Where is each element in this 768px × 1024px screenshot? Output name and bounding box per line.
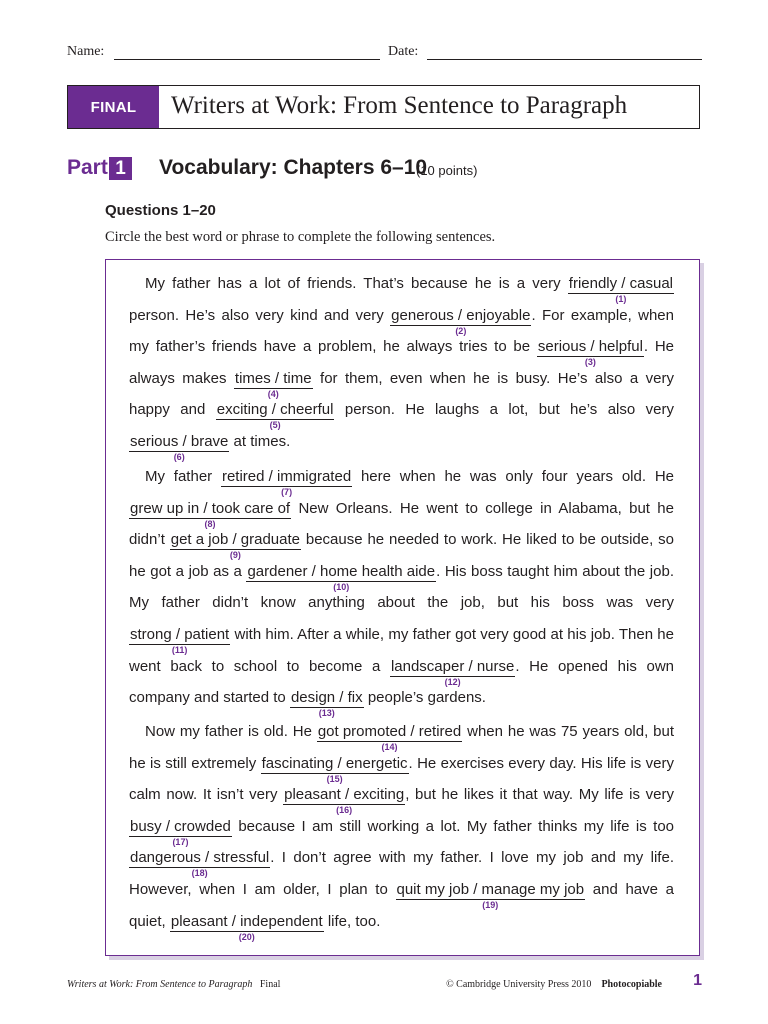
footer-rights bbox=[446, 979, 662, 990]
text: . He opened his own company and started to bbox=[129, 657, 674, 707]
text: because he needed to work. He liked to be outside, so he got a job as a bbox=[129, 531, 674, 580]
choice-20[interactable]: pleasant / independent (20) bbox=[170, 912, 323, 942]
choice-5[interactable]: exciting / cheerful (5) bbox=[216, 401, 334, 431]
question-number: (12) bbox=[444, 676, 461, 687]
choice-7[interactable]: retired / immigrated (7) bbox=[221, 468, 352, 497]
paragraph-3 bbox=[129, 716, 675, 942]
date-field[interactable] bbox=[427, 59, 702, 60]
text: for them, even when he is busy. He’s also a very happy and bbox=[129, 369, 674, 419]
choice-12[interactable]: landscaper / nurse (12) bbox=[390, 657, 515, 687]
paragraph-1 bbox=[129, 268, 674, 462]
choice-16[interactable]: pleasant / exciting (16) bbox=[284, 786, 405, 816]
name-field[interactable] bbox=[114, 59, 380, 60]
footer-photocopiable: Photocopiable bbox=[601, 979, 662, 990]
choice-10[interactable]: gardener / home health aide (10) bbox=[247, 562, 436, 592]
choice-2[interactable]: generous / enjoyable (2) bbox=[391, 306, 531, 336]
text: My father bbox=[145, 468, 221, 485]
footer bbox=[67, 972, 702, 996]
footer-source bbox=[67, 979, 280, 990]
text: person. He laughs a lot, but he’s also very bbox=[334, 401, 674, 419]
points-label: (10 points) bbox=[416, 163, 478, 178]
page-number: 1 bbox=[693, 972, 702, 989]
choice-3[interactable]: serious / helpful (3) bbox=[537, 338, 643, 368]
footer-copyright: © Cambridge University Press 2010 bbox=[446, 979, 592, 990]
question-number: (19) bbox=[482, 899, 499, 910]
footer-book-title: Writers at Work: From Sentence to Paragraph bbox=[67, 979, 253, 990]
part-word: Part bbox=[67, 156, 108, 179]
question-number: (20) bbox=[238, 931, 255, 942]
instructions: Circle the best word or phrase to complete the following sentences. bbox=[105, 229, 496, 245]
question-number: (2) bbox=[455, 325, 467, 336]
choice-9[interactable]: get a job / graduate (9) bbox=[170, 531, 300, 561]
final-tag: FINAL bbox=[68, 86, 159, 128]
question-number: (1) bbox=[615, 294, 627, 304]
question-number: (3) bbox=[584, 357, 596, 368]
text: . His boss taught him about the job. My father didn’t know anything about the job, but his boss was very bbox=[129, 562, 674, 612]
choice-4[interactable]: times / time (4) bbox=[234, 369, 312, 399]
name-label: Name: bbox=[67, 44, 105, 59]
choice-8[interactable]: grew up in / took care of (8) bbox=[130, 499, 291, 529]
text: person. He’s also very kind and very bbox=[129, 306, 391, 324]
paragraph-2 bbox=[129, 461, 674, 719]
question-number: (4) bbox=[267, 388, 279, 399]
text: . I don’t agree with my father. I love my job and my life. However, when I am older, I plan to bbox=[129, 849, 674, 898]
question-number: (7) bbox=[281, 487, 293, 497]
text: people’s gardens. bbox=[363, 689, 486, 707]
choice-11[interactable]: strong / patient (11) bbox=[130, 625, 230, 655]
choice-18[interactable]: dangerous / stressful (18) bbox=[130, 849, 270, 879]
question-number: (18) bbox=[191, 868, 208, 879]
choice-15[interactable]: fascinating / energetic (15) bbox=[261, 754, 408, 784]
question-number: (6) bbox=[173, 451, 185, 462]
text: My father has a lot of friends. That’s because he is a very bbox=[145, 275, 568, 292]
text: New Orleans. He went to college in Alabama, but he didn’t bbox=[129, 499, 674, 549]
text: . He always makes bbox=[129, 338, 674, 387]
text: here when he was only four years old. He bbox=[352, 468, 674, 485]
question-number: (16) bbox=[336, 805, 353, 816]
text: because I am still working a lot. My father thinks my life is too bbox=[231, 817, 674, 835]
text: . He exercises every day. His life is very calm now. It isn’t very bbox=[129, 754, 675, 804]
text: and have a quiet, bbox=[129, 880, 675, 930]
name-date-row bbox=[67, 44, 702, 64]
text: , but he likes it that way. My life is very bbox=[405, 786, 674, 804]
page-title: Writers at Work: From Sentence to Paragraph bbox=[171, 92, 628, 119]
title-banner bbox=[67, 85, 700, 129]
choice-19[interactable]: quit my job / manage my job (19) bbox=[396, 880, 585, 910]
question-number: (8) bbox=[204, 518, 216, 529]
text: life, too. bbox=[323, 912, 381, 930]
question-number: (10) bbox=[333, 581, 350, 592]
questions-heading: Questions 1–20 bbox=[105, 202, 216, 219]
question-number: (5) bbox=[269, 420, 281, 431]
footer-section: Final bbox=[259, 979, 281, 990]
choice-14[interactable]: got promoted / retired (14) bbox=[317, 723, 462, 752]
question-number: (14) bbox=[381, 742, 398, 752]
text: with him. After a while, my father got very good at his job. Then he went back to school to become a bbox=[129, 625, 674, 675]
text: when he was 75 years old, but he is still extremely bbox=[129, 723, 674, 772]
choice-13[interactable]: design / fix (13) bbox=[290, 689, 363, 719]
part-number-badge: 1 bbox=[109, 157, 132, 180]
question-number: (17) bbox=[172, 836, 189, 847]
question-number: (15) bbox=[326, 773, 343, 784]
question-number: (11) bbox=[171, 644, 188, 655]
question-number: (13) bbox=[318, 708, 335, 719]
text: . For example, when my father’s friends have a problem, he always tries to be bbox=[129, 306, 674, 356]
date-label: Date: bbox=[388, 44, 419, 59]
section-heading: Vocabulary: Chapters 6–10 bbox=[159, 156, 428, 179]
text: Now my father is old. He bbox=[145, 723, 317, 740]
question-number: (9) bbox=[229, 550, 241, 561]
text: at times. bbox=[229, 432, 291, 450]
choice-17[interactable]: busy / crowded (17) bbox=[130, 817, 231, 847]
choice-6[interactable]: serious / brave (6) bbox=[130, 432, 229, 462]
choice-1[interactable]: friendly / casual (1) bbox=[568, 275, 673, 304]
